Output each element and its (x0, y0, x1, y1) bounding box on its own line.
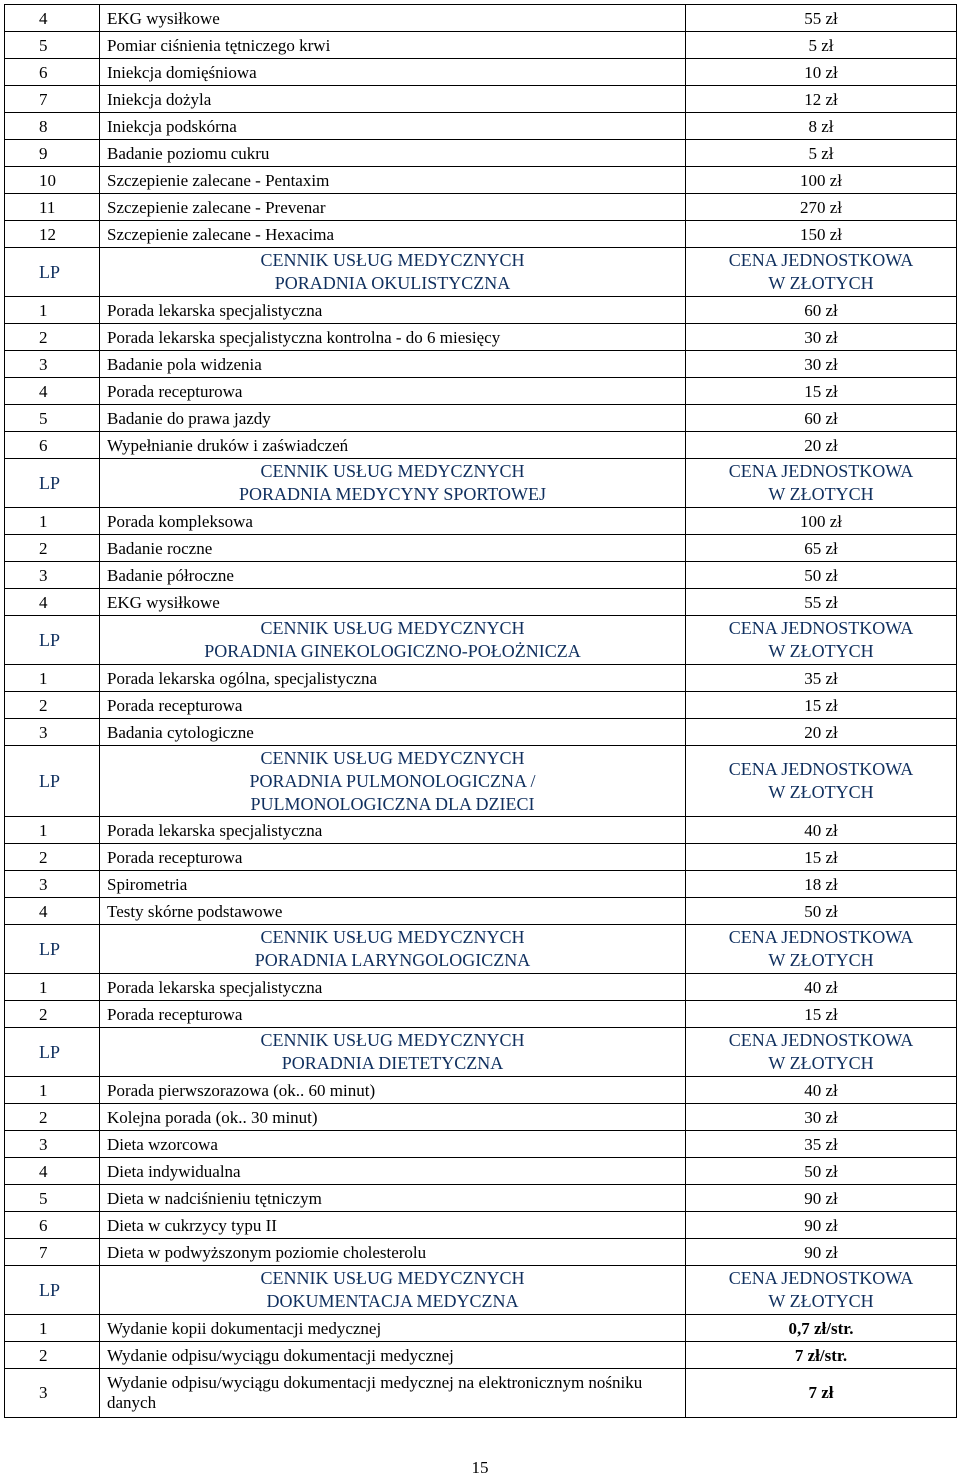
price-header-line2: W ZŁOTYCH (768, 950, 874, 970)
row-number: 1 (5, 1315, 100, 1342)
row-number: 1 (5, 817, 100, 844)
table-row (5, 665, 957, 692)
header-lp: LP (5, 459, 100, 508)
row-number: 3 (5, 562, 100, 589)
service-name: Szczepienie zalecane - Hexacima (100, 221, 686, 248)
table-row (5, 1369, 957, 1418)
service-price: 18 zł (686, 871, 957, 898)
section-header-row (5, 1028, 957, 1077)
row-number: 3 (5, 1131, 100, 1158)
price-column-header (686, 459, 957, 508)
table-row (5, 113, 957, 140)
service-price: 15 zł (686, 1001, 957, 1028)
price-list-body (5, 5, 957, 1418)
service-name: Dieta w podwyższonym poziomie cholesterolu (100, 1239, 686, 1266)
service-name: Wydanie odpisu/wyciągu dokumentacji medycznej na elektronicznym nośniku danych (100, 1369, 686, 1418)
service-name: Wypełnianie druków i zaświadczeń (100, 432, 686, 459)
table-row (5, 140, 957, 167)
service-price: 100 zł (686, 508, 957, 535)
service-price: 90 zł (686, 1239, 957, 1266)
service-name: Wydanie kopii dokumentacji medycznej (100, 1315, 686, 1342)
row-number: 6 (5, 1212, 100, 1239)
service-name: Porada lekarska specjalistyczna kontrolna - do 6 miesięcy (100, 324, 686, 351)
row-number: 4 (5, 5, 100, 32)
service-name: Porada lekarska ogólna, specjalistyczna (100, 665, 686, 692)
service-price: 90 zł (686, 1212, 957, 1239)
row-number: 7 (5, 86, 100, 113)
row-number: 8 (5, 113, 100, 140)
service-name: Szczepienie zalecane - Prevenar (100, 194, 686, 221)
service-name: Dieta w nadciśnieniu tętniczym (100, 1185, 686, 1212)
header-lp: LP (5, 746, 100, 817)
row-number: 7 (5, 1239, 100, 1266)
service-price: 0,7 zł/str. (686, 1315, 957, 1342)
service-name: Porada lekarska specjalistyczna (100, 817, 686, 844)
service-price: 40 zł (686, 817, 957, 844)
service-name: Dieta w cukrzycy typu II (100, 1212, 686, 1239)
service-price: 15 zł (686, 378, 957, 405)
section-title-line2: DOKUMENTACJA MEDYCZNA (266, 1291, 519, 1311)
section-title-line3: PULMONOLOGICZNA DLA DZIECI (250, 793, 535, 814)
table-row (5, 1104, 957, 1131)
service-name: Kolejna porada (ok.. 30 minut) (100, 1104, 686, 1131)
table-row (5, 692, 957, 719)
row-number: 2 (5, 1001, 100, 1028)
price-header-line2: W ZŁOTYCH (768, 1053, 874, 1073)
service-name: Spirometria (100, 871, 686, 898)
price-header-line1: CENA JEDNOSTKOWA (728, 1030, 914, 1050)
service-price: 15 zł (686, 692, 957, 719)
row-number: 3 (5, 871, 100, 898)
section-header-row (5, 616, 957, 665)
service-name: Porada kompleksowa (100, 508, 686, 535)
table-row (5, 1158, 957, 1185)
service-price: 30 zł (686, 351, 957, 378)
header-lp: LP (5, 616, 100, 665)
header-lp: LP (5, 1028, 100, 1077)
service-price: 12 zł (686, 86, 957, 113)
section-title-line1: CENNIK USŁUG MEDYCZNYCH (260, 618, 525, 638)
service-price: 60 zł (686, 297, 957, 324)
service-price: 50 zł (686, 562, 957, 589)
row-number: 2 (5, 1342, 100, 1369)
service-price: 5 zł (686, 32, 957, 59)
row-number: 5 (5, 405, 100, 432)
table-row (5, 719, 957, 746)
service-price: 270 zł (686, 194, 957, 221)
section-title-line2: PORADNIA PULMONOLOGICZNA / (249, 770, 536, 791)
service-price: 30 zł (686, 324, 957, 351)
table-row (5, 1077, 957, 1104)
section-title-line2: PORADNIA OKULISTYCZNA (274, 273, 511, 293)
section-title-line2: PORADNIA LARYNGOLOGICZNA (254, 950, 531, 970)
service-price: 100 zł (686, 167, 957, 194)
table-row (5, 1315, 957, 1342)
table-row (5, 589, 957, 616)
service-name: Dieta wzorcowa (100, 1131, 686, 1158)
section-title-line2: PORADNIA DIETETYCZNA (281, 1053, 504, 1073)
table-row (5, 59, 957, 86)
table-row (5, 5, 957, 32)
section-title (100, 248, 686, 297)
price-list-table (4, 4, 957, 1418)
service-name: Porada lekarska specjalistyczna (100, 974, 686, 1001)
row-number: 2 (5, 692, 100, 719)
price-header-line1: CENA JEDNOSTKOWA (728, 1268, 914, 1288)
row-number: 6 (5, 432, 100, 459)
table-row (5, 871, 957, 898)
service-price: 5 zł (686, 140, 957, 167)
service-name: Testy skórne podstawowe (100, 898, 686, 925)
table-row (5, 297, 957, 324)
price-column-header (686, 616, 957, 665)
section-header-row (5, 459, 957, 508)
table-row (5, 974, 957, 1001)
table-row (5, 1342, 957, 1369)
row-number: 3 (5, 351, 100, 378)
table-row (5, 898, 957, 925)
service-price: 40 zł (686, 1077, 957, 1104)
table-row (5, 562, 957, 589)
row-number: 2 (5, 535, 100, 562)
table-row (5, 378, 957, 405)
service-price: 60 zł (686, 405, 957, 432)
service-price: 90 zł (686, 1185, 957, 1212)
section-header-row (5, 746, 957, 817)
section-header-row (5, 925, 957, 974)
service-price: 65 zł (686, 535, 957, 562)
service-price: 35 zł (686, 665, 957, 692)
section-title (100, 925, 686, 974)
section-title-line1: CENNIK USŁUG MEDYCZNYCH (260, 461, 525, 481)
table-row (5, 535, 957, 562)
row-number: 12 (5, 221, 100, 248)
row-number: 3 (5, 719, 100, 746)
service-name: Badanie pola widzenia (100, 351, 686, 378)
table-row (5, 221, 957, 248)
service-price: 20 zł (686, 719, 957, 746)
service-name: Pomiar ciśnienia tętniczego krwi (100, 32, 686, 59)
service-name: Badanie poziomu cukru (100, 140, 686, 167)
price-header-line1: CENA JEDNOSTKOWA (728, 461, 914, 481)
service-name: Wydanie odpisu/wyciągu dokumentacji medycznej (100, 1342, 686, 1369)
section-title (100, 1028, 686, 1077)
service-price: 7 zł (686, 1369, 957, 1418)
service-price: 50 zł (686, 1158, 957, 1185)
row-number: 2 (5, 844, 100, 871)
section-title-line1: CENNIK USŁUG MEDYCZNYCH (260, 250, 525, 270)
table-row (5, 1212, 957, 1239)
section-title-line1: CENNIK USŁUG MEDYCZNYCH (260, 747, 525, 768)
section-header-row (5, 1266, 957, 1315)
section-title-line1: CENNIK USŁUG MEDYCZNYCH (260, 927, 525, 947)
section-title (100, 459, 686, 508)
price-column-header (686, 1266, 957, 1315)
table-row (5, 194, 957, 221)
service-name: Badanie do prawa jazdy (100, 405, 686, 432)
price-header-line2: W ZŁOTYCH (768, 782, 874, 802)
row-number: 4 (5, 378, 100, 405)
price-column-header (686, 746, 957, 817)
page-number: 15 (471, 1458, 489, 1477)
price-header-line1: CENA JEDNOSTKOWA (728, 759, 914, 779)
row-number: 10 (5, 167, 100, 194)
section-title (100, 746, 686, 817)
service-price: 20 zł (686, 432, 957, 459)
service-price: 7 zł/str. (686, 1342, 957, 1369)
section-title (100, 616, 686, 665)
service-price: 8 zł (686, 113, 957, 140)
table-row (5, 1131, 957, 1158)
price-header-line1: CENA JEDNOSTKOWA (728, 618, 914, 638)
table-row (5, 32, 957, 59)
service-name: Porada recepturowa (100, 1001, 686, 1028)
service-name: Porada lekarska specjalistyczna (100, 297, 686, 324)
table-row (5, 817, 957, 844)
table-row (5, 1001, 957, 1028)
row-number: 6 (5, 59, 100, 86)
section-title (100, 1266, 686, 1315)
service-name: Porada pierwszorazowa (ok.. 60 minut) (100, 1077, 686, 1104)
table-row (5, 86, 957, 113)
service-price: 55 zł (686, 5, 957, 32)
table-row (5, 351, 957, 378)
service-price: 15 zł (686, 844, 957, 871)
table-row (5, 508, 957, 535)
row-number: 9 (5, 140, 100, 167)
service-name: Szczepienie zalecane - Pentaxim (100, 167, 686, 194)
row-number: 2 (5, 1104, 100, 1131)
service-price: 35 zł (686, 1131, 957, 1158)
service-name: Badania cytologiczne (100, 719, 686, 746)
service-name: EKG wysiłkowe (100, 5, 686, 32)
row-number: 4 (5, 589, 100, 616)
price-column-header (686, 1028, 957, 1077)
row-number: 1 (5, 297, 100, 324)
service-price: 150 zł (686, 221, 957, 248)
service-name: Dieta indywidualna (100, 1158, 686, 1185)
table-row (5, 1185, 957, 1212)
row-number: 5 (5, 1185, 100, 1212)
row-number: 2 (5, 324, 100, 351)
service-name: EKG wysiłkowe (100, 589, 686, 616)
section-title-line2: PORADNIA GINEKOLOGICZNO-POŁOŻNICZA (204, 641, 581, 661)
row-number: 11 (5, 194, 100, 221)
table-row (5, 324, 957, 351)
table-row (5, 405, 957, 432)
table-row (5, 1239, 957, 1266)
service-name: Porada recepturowa (100, 378, 686, 405)
service-price: 40 zł (686, 974, 957, 1001)
price-header-line2: W ZŁOTYCH (768, 273, 874, 293)
service-name: Porada recepturowa (100, 692, 686, 719)
service-name: Iniekcja domięśniowa (100, 59, 686, 86)
service-price: 55 zł (686, 589, 957, 616)
row-number: 3 (5, 1369, 100, 1418)
table-row (5, 167, 957, 194)
header-lp: LP (5, 1266, 100, 1315)
row-number: 5 (5, 32, 100, 59)
price-column-header (686, 248, 957, 297)
header-lp: LP (5, 925, 100, 974)
price-header-line1: CENA JEDNOSTKOWA (728, 927, 914, 947)
service-name: Badanie półroczne (100, 562, 686, 589)
row-number: 4 (5, 1158, 100, 1185)
service-price: 50 zł (686, 898, 957, 925)
section-title-line1: CENNIK USŁUG MEDYCZNYCH (260, 1268, 525, 1288)
header-lp: LP (5, 248, 100, 297)
table-row (5, 844, 957, 871)
row-number: 1 (5, 665, 100, 692)
service-name: Badanie roczne (100, 535, 686, 562)
row-number: 4 (5, 898, 100, 925)
section-title-line2: PORADNIA MEDYCYNY SPORTOWEJ (239, 484, 546, 504)
service-name: Iniekcja dożyla (100, 86, 686, 113)
service-price: 10 zł (686, 59, 957, 86)
table-row (5, 432, 957, 459)
price-header-line2: W ZŁOTYCH (768, 1291, 874, 1311)
section-header-row (5, 248, 957, 297)
price-column-header (686, 925, 957, 974)
price-header-line2: W ZŁOTYCH (768, 641, 874, 661)
price-header-line2: W ZŁOTYCH (768, 484, 874, 504)
section-title-line1: CENNIK USŁUG MEDYCZNYCH (260, 1030, 525, 1050)
service-name: Iniekcja podskórna (100, 113, 686, 140)
service-price: 30 zł (686, 1104, 957, 1131)
row-number: 1 (5, 974, 100, 1001)
service-name: Porada recepturowa (100, 844, 686, 871)
price-header-line1: CENA JEDNOSTKOWA (728, 250, 914, 270)
row-number: 1 (5, 508, 100, 535)
row-number: 1 (5, 1077, 100, 1104)
